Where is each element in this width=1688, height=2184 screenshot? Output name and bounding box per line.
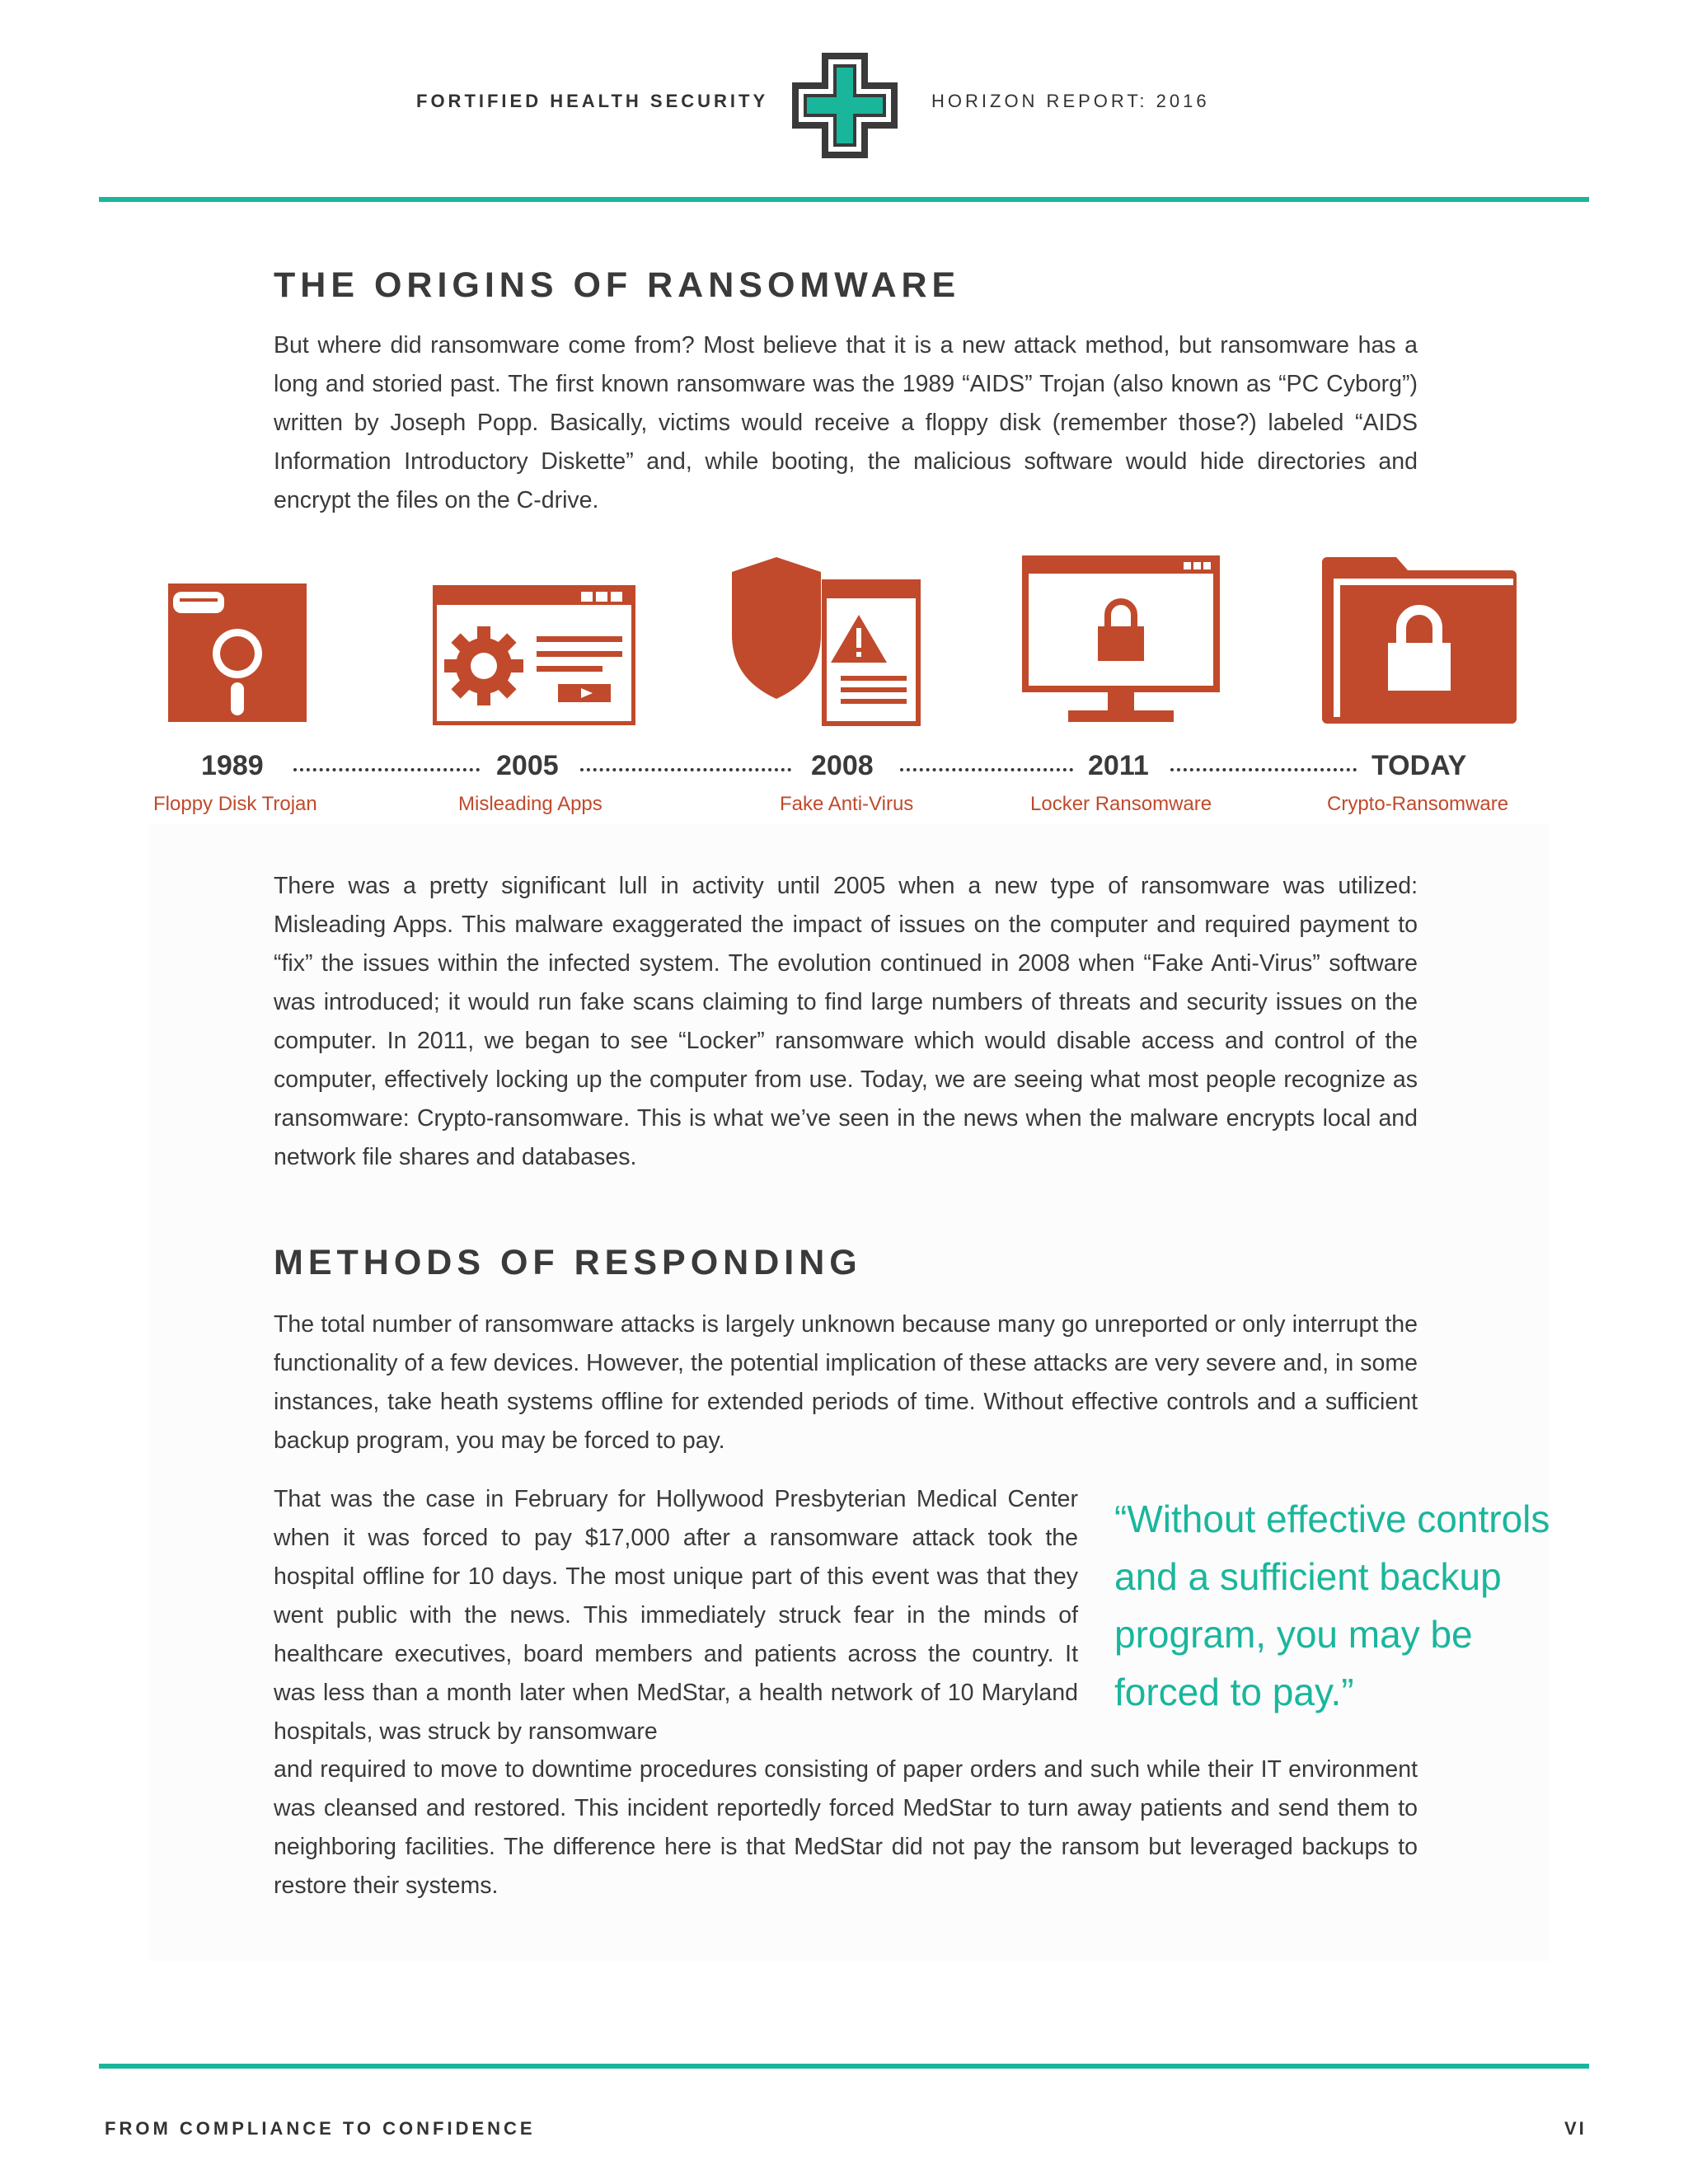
footer-tagline: FROM COMPLIANCE TO CONFIDENCE [105,2118,536,2139]
origins-body-paragraph: There was a pretty significant lull in activity until 2005 when a new type of ransomware was utilized: Misleading Apps. This malware exaggerated the impact of issues on the computer and required payment to “fix” the issues within the infected system. The evolution continued in 2008 when “Fake Anti-Virus” software was introduced; it would run fake scans claiming to find large numbers of threats and security issues on the computer. In 2011, we began to see “Locker” ransomware which would disable access and control of the computer, effectively locking up the computer from use. Today, we are seeing what most people recognize as ransomware: Crypto-ransomware. This is what we’ve seen in the news when the malware encrypts local and network file shares and databases. [274,873,1418,1170]
timeline-label: Floppy Disk Trojan [153,793,317,815]
timeline-year: 1989 [201,750,264,781]
methods-paragraph-2-part-2: and required to move to downtime procedures consisting of paper orders and such while their IT environment was cleansed and restored. This incident reportedly forced MedStar to turn away patients and send them to neighboring facilities. The difference here is that MedStar did not pay the ransom but leveraged backups to restore their systems. [274,1756,1418,1899]
methods-paragraph-1: The total number of ransomware attacks is largely unknown because many go unreported or only interrupt the functionality of a few devices. However, the potential implication of these attacks are very severe and, in some instances, take heath systems offline for extended periods of time. Without effective controls and a sufficient backup program, you may be forced to pay. [274,1311,1418,1454]
section-title-methods: METHODS OF RESPONDING [274,1243,862,1282]
timeline-label: Locker Ransomware [1030,793,1212,815]
timeline-connector [580,768,791,771]
folder-lock-icon [1322,557,1520,729]
medical-cross-logo-icon [787,48,903,163]
timeline-connector [900,768,1073,771]
shield-warning-icon [732,554,921,727]
header-left-brand: FORTIFIED HEALTH SECURITY [416,91,769,111]
timeline-label: Fake Anti-Virus [780,793,914,815]
header-divider [99,197,1589,202]
timeline-connector [1170,768,1357,771]
footer-divider [99,2064,1589,2069]
methods-paragraph-2-part-1: That was the case in February for Hollywood Presbyterian Medical Center when it was forced to pay $17,000 after a ransomware attack took the hospital offline for 10 days. The most unique part of this event was that they went public with the news. This immediately struck fear in the minds of healthcare executives, board members and patients across the country. It was less than a month later when MedStar, a health network of 10 Maryland hospitals, was struck by ransomware [274,1486,1078,1745]
timeline-year: 2011 [1088,750,1149,781]
floppy-disk-icon [168,583,310,725]
app-window-gear-icon [433,585,635,725]
monitor-lock-icon [1022,555,1220,729]
origins-intro-paragraph: But where did ransomware come from? Most believe that it is a new attack method, but ransomware has a long and storied past. The first known ransomware was the 1989 “AIDS” Trojan (also known as “PC Cyborg”) written by Joseph Popp. Basically, victims would receive a floppy disk (remember those?) labeled “AIDS Information Introductory Diskette” and, while booting, the malicious software would hide directories and encrypt the files on the C-drive. [274,332,1418,513]
section-title-origins: THE ORIGINS OF RANSOMWARE [274,265,961,305]
timeline-label: Misleading Apps [458,793,603,815]
header-right-brand: HORIZON REPORT: 2016 [931,91,1210,111]
timeline-label: Crypto-Ransomware [1327,793,1509,815]
timeline-year: 2008 [811,750,874,781]
timeline-year: 2005 [496,750,559,781]
pull-quote: “Without effective controls and a sufficient backup program, you may be forced to pay.” [1114,1497,1550,1713]
timeline-year: TODAY [1372,750,1467,781]
timeline-connector [293,768,480,771]
page-number: VI [1564,2118,1587,2139]
